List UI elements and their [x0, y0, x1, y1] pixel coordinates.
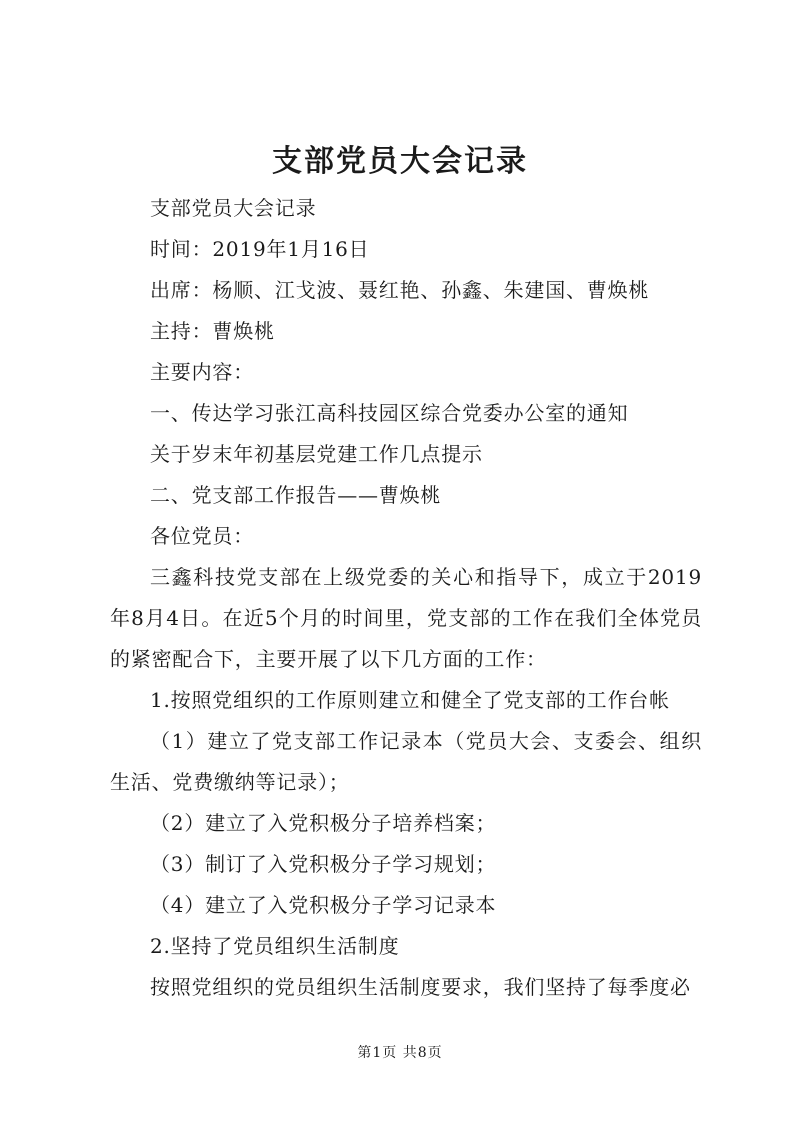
document-title: 支部党员大会记录: [272, 144, 528, 179]
paragraph: 关于岁末年初基层党建工作几点提示: [150, 442, 483, 466]
paragraph: 出席：杨顺、江戈波、聂红艳、孙鑫、朱建国、曹焕桃: [150, 278, 650, 302]
paragraph: 支部党员大会记录: [150, 196, 317, 220]
paragraph: 一、传达学习张江高科技园区综合党委办公室的通知: [150, 401, 629, 425]
paragraph: （4）建立了入党积极分子学习记录本: [150, 893, 497, 917]
paragraph: 2.坚持了党员组织生活制度: [150, 934, 400, 958]
paragraph: 主要内容：: [150, 360, 254, 384]
document-body: [110, 188, 702, 1008]
paragraph: （2）建立了入党积极分子培养档案；: [150, 811, 497, 835]
paragraph: 二、党支部工作报告——曹焕桃: [150, 483, 442, 507]
paragraph: 三鑫科技党支部在上级党委的关心和指导下，成立于2019年8月4日。在近5个月的时间里，党支部的工作在我们全体党员的紧密配合下，主要开展了以下几方面的工作：: [110, 565, 702, 671]
paragraph: 主持：曹焕桃: [150, 319, 275, 343]
paragraph: 按照党组织的党员组织生活制度要求，我们坚持了每季度必: [150, 975, 691, 999]
paragraph: （1）建立了党支部工作记录本（党员大会、支委会、组织生活、党费缴纳等记录）；: [110, 729, 702, 794]
paragraph: 各位党员：: [150, 524, 254, 548]
paragraph: （3）制订了入党积极分子学习规划；: [150, 852, 497, 876]
page-footer: 第1页 共8页: [357, 1045, 443, 1061]
paragraph: 时间：2019年1月16日: [150, 237, 370, 261]
paragraph: 1.按照党组织的工作原则建立和健全了党支部的工作台帐: [150, 688, 670, 712]
